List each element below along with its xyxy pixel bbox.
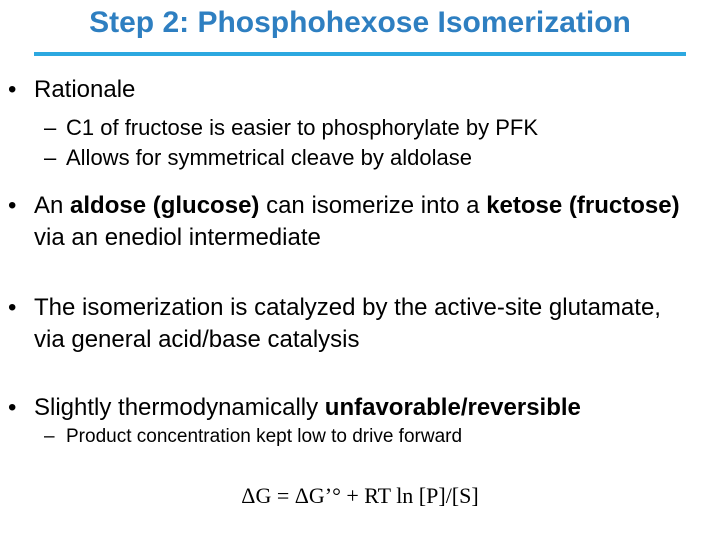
aldose-term: aldose (glucose): [70, 192, 260, 219]
bullet-marker: •: [8, 394, 17, 421]
unfavorable-term: unfavorable/reversible: [324, 394, 581, 421]
ketose-term: ketose (fructose): [486, 192, 680, 219]
bullet-isomerization: [8, 292, 688, 356]
sub-bullet-symmetry: [44, 143, 472, 173]
slide-title: Step 2: Phosphohexose Isomerization: [89, 6, 631, 39]
sub-bullet-product: [44, 424, 462, 450]
bullet-isomerization-text: The isomerization is catalyzed by the active-site glutamate, via general acid/base catalysis: [34, 294, 661, 353]
bullet-rationale: [8, 74, 135, 106]
title-underline: [34, 52, 686, 56]
sub-bullet-marker: –: [44, 115, 57, 140]
sub-bullet-marker: –: [44, 426, 55, 447]
sub-bullet-marker: –: [44, 145, 57, 170]
bullet-marker: •: [8, 294, 17, 321]
sub-bullet-c1: [44, 113, 538, 143]
bullet-marker: •: [8, 192, 17, 219]
bullet-thermo: [8, 392, 581, 424]
sub-bullet-product-text: Product concentration kept low to drive forward: [66, 426, 463, 447]
bullet-marker: •: [8, 76, 17, 103]
bullet-rationale-text: Rationale: [34, 76, 136, 103]
free-energy-equation: ΔG = ΔG’° + RT ln [P]/[S]: [241, 483, 479, 508]
sub-bullet-c1-text: C1 of fructose is easier to phosphorylate by PFK: [66, 115, 539, 140]
bullet-thermo-text: Slightly thermodynamically unfavorable/reversible: [34, 394, 581, 421]
sub-bullet-symmetry-text: Allows for symmetrical cleave by aldolase: [66, 145, 472, 170]
bullet-aldose-text: An aldose (glucose) can isomerize into a ketose (fructose) via an enediol intermediate: [34, 192, 680, 251]
bullet-aldose: [8, 190, 688, 254]
